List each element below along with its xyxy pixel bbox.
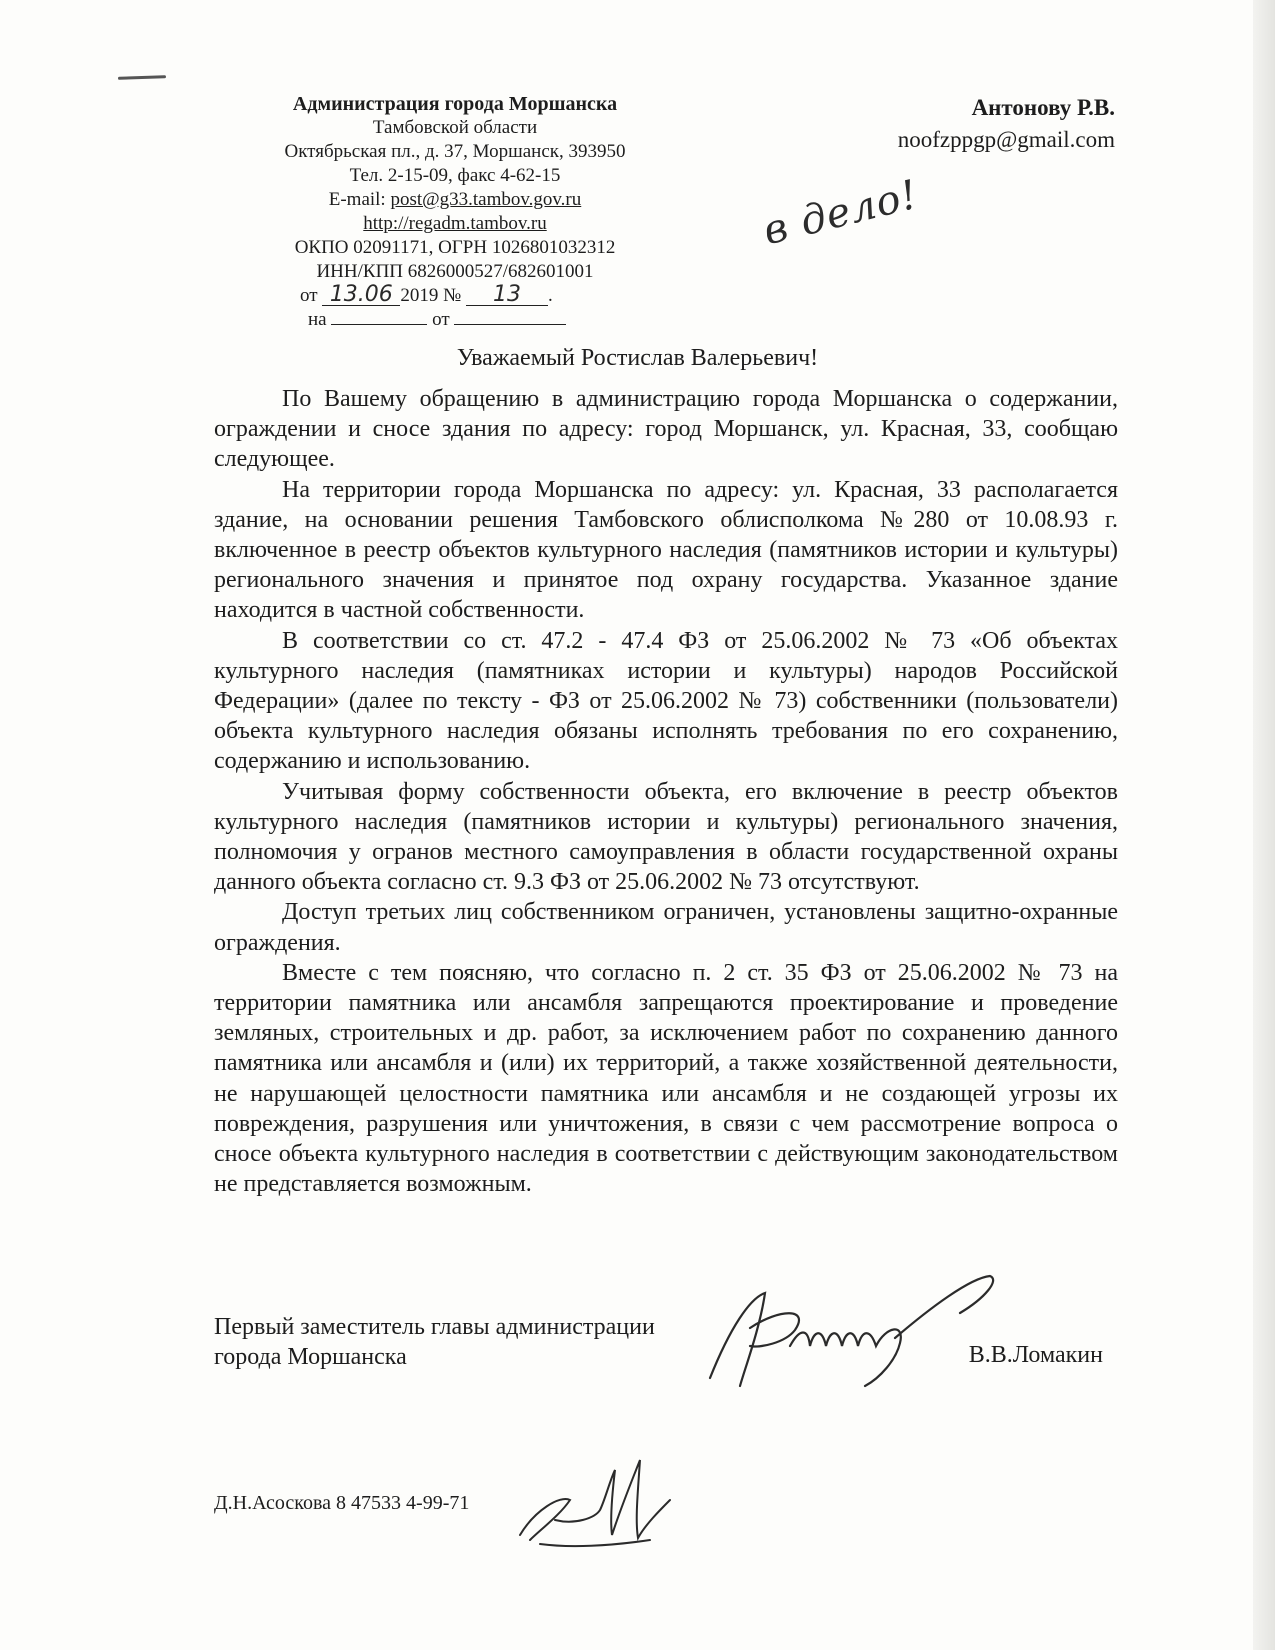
sender-inn: ИНН/КПП 6826000527/682601001 <box>316 261 594 282</box>
number-handwritten: 13 <box>466 285 548 306</box>
signatory-position-line1: Первый заместитель главы администрации <box>214 1314 655 1340</box>
outgoing-date-row: от 13.06 2019 № 13 . <box>300 282 553 307</box>
signatory-position-line2: города Моршанска <box>214 1344 407 1370</box>
date-prefix: от <box>300 285 318 306</box>
page-edge-shadow <box>1253 0 1275 1650</box>
signature-handwritten <box>690 1268 1010 1408</box>
body-paragraph: На территории города Моршанска по адресу: ул. Красная, 33 располагается здание, на основании решения Тамбовского облисполкома №280 от 10.08.93 г. включенное в реестр объектов культурного наследия (памятников истории и культуры) регионального значения и принятое под охрану государства. Указанное здание находится в частной собственности. <box>214 476 1118 624</box>
greeting: Уважаемый Ростислав Валерьевич! <box>456 345 819 371</box>
body-paragraph: В соответствии со ст. 47.2 - 47.4 ФЗ от 25.06.2002 № 73 «Об объектах культурного наследия (памятниках истории и культуры) народов Российской Федерации» (далее по тексту - ФЗ от 25.06.2002 № 73) собственники (пользователи) объекта культурного наследия обязаны исполнять требования по его сохранению, содержанию и использованию. <box>214 627 1118 775</box>
body-paragraph: Учитывая форму собственности объекта, его включение в реестр объектов культурного наследия (памятников истории и культуры) регионального значения, полномочия у огранов местного самоуправления в области государственной охраны данного объекта согласно ст. 9.3 ФЗ от 25.06.2002 № 73 отсутствуют. <box>214 778 1118 896</box>
recipient-block <box>898 92 1115 156</box>
sender-email-row <box>250 188 660 212</box>
sender-org: Администрация города Моршанска <box>292 93 618 115</box>
letter-body <box>214 384 1118 1199</box>
sender-okpo: ОКПО 02091171, ОГРН 1026801032312 <box>294 237 616 258</box>
executor-contact: Д.Н.Асоскова 8 47533 4-99-71 <box>214 1492 470 1514</box>
signatory-position <box>214 1312 655 1372</box>
recipient-name: Антонову Р.В. <box>971 95 1115 120</box>
body-paragraph: Вместе с тем поясняю, что согласно п. 2 ст. 35 ФЗ от 25.06.2002 № 73 на территории памятника или ансамбля запрещаются проектирование и проведение земляных, строительных и др. работ, за исключением работ по сохранению данного памятника или ансамбля и (или) их территорий, а также хозяйственной деятельности, не нарушающей целостности памятника или ансамбля и не создающей угрозы их повреждения, разрушения или уничтожения, в связи с чем рассмотрение вопроса о сносе объекта культурного наследия в соответствии с действующим законодательством не представляется возможным. <box>214 959 1118 1198</box>
recipient-email: noofzppgp@gmail.com <box>897 127 1115 152</box>
sender-website-link[interactable]: http://regadm.tambov.ru <box>363 213 547 234</box>
stray-pen-mark <box>118 75 166 80</box>
sender-address: Октябрьская пл., д. 37, Моршанск, 393950 <box>284 141 626 162</box>
executor-signature-handwritten <box>500 1440 690 1560</box>
ref-mid: от <box>432 309 450 330</box>
body-paragraph: Доступ третьих лиц собственником ограничен, установлены защитно-охранные ограждения. <box>214 899 1118 956</box>
date-handwritten: 13.06 <box>322 285 400 306</box>
sender-email-label: E-mail: <box>328 189 391 210</box>
reference-row <box>250 308 660 332</box>
signatory-name: В.В.Ломакин <box>968 1342 1103 1368</box>
sender-letterhead <box>250 92 660 332</box>
ref-date-blank <box>454 308 566 325</box>
sender-email-link[interactable]: post@g33.tambov.gov.ru <box>390 189 582 210</box>
sender-region: Тамбовской области <box>372 117 538 138</box>
body-paragraph: По Вашему обращению в администрацию города Моршанска о содержании, ограждении и сносе здания по адресу: город Моршанск, ул. Красная, 33, сообщаю следующее. <box>214 386 1118 473</box>
sender-phone: Тел. 2-15-09, факс 4-62-15 <box>349 165 561 186</box>
handwritten-resolution: в дело! <box>758 171 923 255</box>
year-text: 2019 № <box>400 285 462 306</box>
ref-prefix: на <box>308 309 327 330</box>
ref-number-blank <box>331 308 427 325</box>
